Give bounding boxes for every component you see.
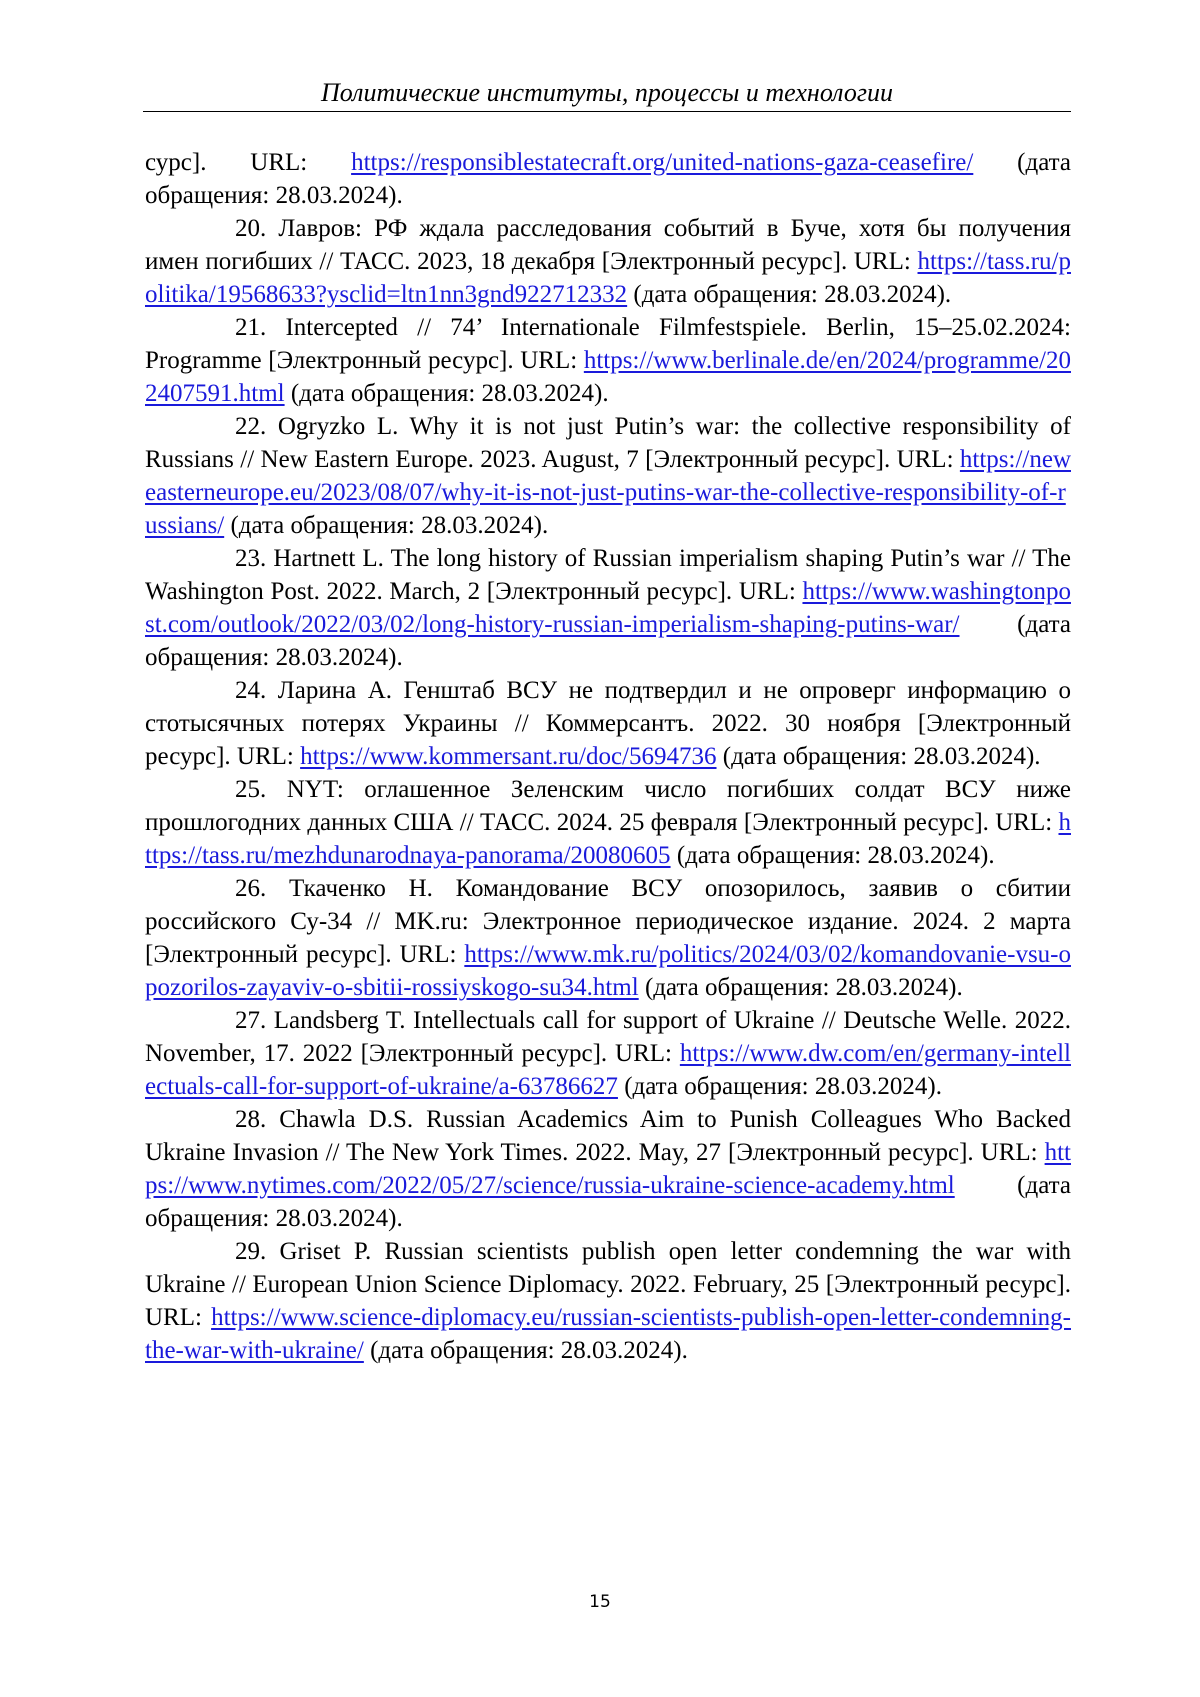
reference-link[interactable]: https://tass.ru/mezhdunarodnaya-panorama/20080605 [145, 809, 1071, 869]
reference-item [145, 542, 1071, 674]
reference-item [145, 872, 1071, 1004]
reference-link[interactable]: https://neweasterneurope.eu/2023/08/07/why-it-is-not-just-putins-war-the-collective-responsibility-of-russians/ [145, 446, 1071, 539]
reference-link[interactable]: https://www.nytimes.com/2022/05/27/science/russia-ukraine-science-academy.html [145, 1139, 1071, 1199]
reference-item [145, 773, 1071, 872]
reference-item [145, 674, 1071, 773]
reference-text: 21. Intercepted // 74’ Internationale Filmfestspiele. Berlin, 15–25.02.2024: Programme [Электронный ресурс]. URL: [145, 314, 1071, 374]
reference-link[interactable]: https://www.mk.ru/politics/2024/03/02/komandovanie-vsu-opozorilos-zayaviv-o-sbitii-rossiyskogo-su34.html [145, 941, 1071, 1001]
reference-access-date: (дата обращения: 28.03.2024). [363, 1337, 688, 1364]
reference-text: 29. Griset P. Russian scientists publish open letter condemning the war with Ukraine // European Union Science Diplomacy. 2022. February, 25 [Электронный ресурс]. URL: [145, 1238, 1071, 1331]
reference-text: 24. Ларина А. Генштаб ВСУ не подтвердил и не опроверг информацию о стотысячных потерях Украины // Коммерсантъ. 2022. 30 ноября [Электронный ресурс]. URL: [145, 677, 1071, 770]
reference-link[interactable]: https://tass.ru/politika/19568633?ysclid=ltn1nn3gnd922712332 [145, 248, 1071, 308]
reference-link[interactable]: https://www.berlinale.de/en/2024/programme/202407591.html [145, 347, 1071, 407]
reference-continuation [145, 146, 1071, 212]
reference-access-date: (дата обращения: 28.03.2024). [224, 512, 549, 539]
reference-item [145, 1004, 1071, 1103]
reference-list [145, 146, 1071, 1367]
reference-access-date: (дата обращения: 28.03.2024). [638, 974, 963, 1001]
reference-item [145, 212, 1071, 311]
reference-access-date: (дата обращения: 28.03.2024). [617, 1073, 942, 1100]
reference-access-date: (дата обращения: 28.03.2024). [145, 149, 1071, 209]
reference-text: 22. Ogryzko L. Why it is not just Putin’s war: the collective responsibility of Russians // New Eastern Europe. 2023. August, 7 [Электронный ресурс]. URL: [145, 413, 1071, 473]
reference-text: 26. Ткаченко Н. Командование ВСУ опозорилось, заявив о сбитии российского Су-34 // MK.ru: Электронное периодическое издание. 2024. 2 марта [Электронный ресурс]. URL: [145, 875, 1071, 968]
reference-link[interactable]: https://www.science-diplomacy.eu/russian-scientists-publish-open-letter-condemning-the-war-with-ukraine/ [145, 1304, 1071, 1364]
reference-link[interactable]: https://www.washingtonpost.com/outlook/2022/03/02/long-history-russian-imperialism-shaping-putins-war/ [145, 578, 1071, 638]
reference-link[interactable]: https://responsiblestatecraft.org/united-nations-gaza-ceasefire/ [351, 149, 974, 176]
running-header: Политические институты, процессы и технологии [321, 78, 893, 107]
reference-access-date: (дата обращения: 28.03.2024). [145, 611, 1071, 671]
reference-access-date: (дата обращения: 28.03.2024). [627, 281, 952, 308]
reference-item [145, 1235, 1071, 1367]
header-divider [143, 111, 1071, 112]
reference-item [145, 410, 1071, 542]
reference-item [145, 311, 1071, 410]
reference-item [145, 1103, 1071, 1235]
reference-text: 20. Лавров: РФ ждала расследования событий в Буче, хотя бы получения имен погибших // ТАСС. 2023, 18 декабря [Электронный ресурс]. URL: [145, 215, 1071, 275]
page-number: 15 [589, 1592, 611, 1612]
reference-link[interactable]: https://www.kommersant.ru/doc/5694736 [300, 743, 717, 770]
reference-access-date: (дата обращения: 28.03.2024). [716, 743, 1041, 770]
reference-link[interactable]: https://www.dw.com/en/germany-intellectuals-call-for-support-of-ukraine/a-63786627 [145, 1040, 1071, 1100]
reference-text: 27. Landsberg T. Intellectuals call for support of Ukraine // Deutsche Welle. 2022. November, 17. 2022 [Электронный ресурс]. URL: [145, 1007, 1071, 1067]
reference-access-date: (дата обращения: 28.03.2024). [145, 1172, 1071, 1232]
reference-text: сурс]. URL: [145, 149, 352, 176]
reference-text: 25. NYT: оглашенное Зеленским число погибших солдат ВСУ ниже прошлогодних данных США // ТАСС. 2024. 25 февраля [Электронный ресурс]. URL: [145, 776, 1071, 836]
reference-access-date: (дата обращения: 28.03.2024). [284, 380, 609, 407]
reference-text: 28. Chawla D.S. Russian Academics Aim to Punish Colleagues Who Backed Ukraine Invasion // The New York Times. 2022. May, 27 [Электронный ресурс]. URL: [145, 1106, 1071, 1166]
reference-access-date: (дата обращения: 28.03.2024). [670, 842, 995, 869]
reference-text: 23. Hartnett L. The long history of Russian imperialism shaping Putin’s war // The Washington Post. 2022. March, 2 [Электронный ресурс]. URL: [145, 545, 1071, 605]
